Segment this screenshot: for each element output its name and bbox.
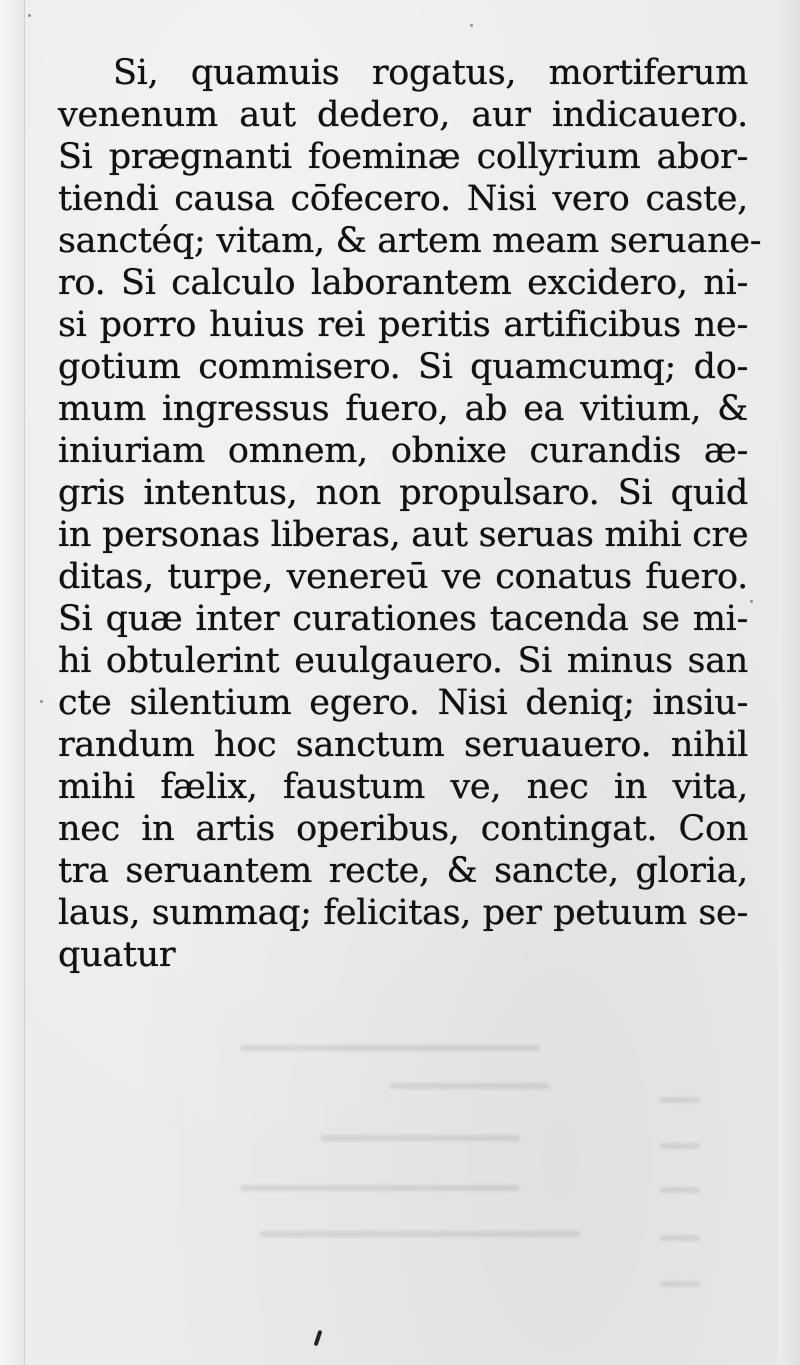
text-line: iniuriam omnem, obnixe curandis æ- — [58, 431, 748, 471]
text-line: tiendi causa cōfecero. Nisi vero caste, — [58, 179, 748, 219]
text-line: ro. Si calculo laborantem excidero, ni- — [58, 263, 748, 303]
paper-speck — [40, 700, 43, 703]
text-line: randum hoc sanctum seruauero. nihil — [58, 725, 748, 765]
text-line: laus, summaq; felicitas, per petuum se- — [58, 893, 748, 933]
page-left-margin — [0, 0, 25, 1365]
paper-speck — [470, 24, 473, 27]
paper-speck — [750, 600, 753, 603]
text-line: ditas, turpe, venereū ve conatus fuero. — [58, 557, 748, 597]
text-line-final: quatur — [58, 935, 176, 975]
page-right-shadow — [778, 0, 800, 1365]
text-line: mihi fælix, faustum ve, nec in vita, — [58, 767, 748, 807]
text-line: hi obtulerint euulgauero. Si minus san — [58, 641, 748, 681]
text-line: mum ingressus fuero, ab ea vitium, & — [58, 389, 748, 429]
text-line: in personas liberas, aut seruas mihi cre — [58, 515, 749, 555]
reverse-page-bleed-through — [60, 1035, 750, 1315]
text-line: sanctéq; vitam, & artem meam seruane- — [58, 221, 762, 261]
paper-speck — [28, 14, 31, 17]
text-line: nec in artis operibus, contingat. Con — [58, 809, 748, 849]
text-line: gris intentus, non propulsaro. Si quid — [58, 473, 748, 513]
text-line: Si prægnanti foeminæ collyrium abor- — [58, 137, 748, 177]
text-line: tra seruantem recte, & sancte, gloria, — [58, 851, 748, 891]
ink-mark — [314, 1330, 323, 1346]
text-line: gotium commisero. Si quamcumq; do- — [58, 347, 748, 387]
text-line: si porro huius rei peritis artificibus ne- — [58, 305, 748, 345]
text-line: Si quæ inter curationes tacenda se mi- — [58, 599, 748, 639]
text-line: cte silentium egero. Nisi deniq; insiu- — [58, 683, 748, 723]
text-line: venenum aut dedero, aur indicauero. — [58, 95, 748, 135]
text-line: Si, quamuis rogatus, mortiferum — [113, 53, 748, 93]
oath-text-block — [58, 52, 762, 976]
